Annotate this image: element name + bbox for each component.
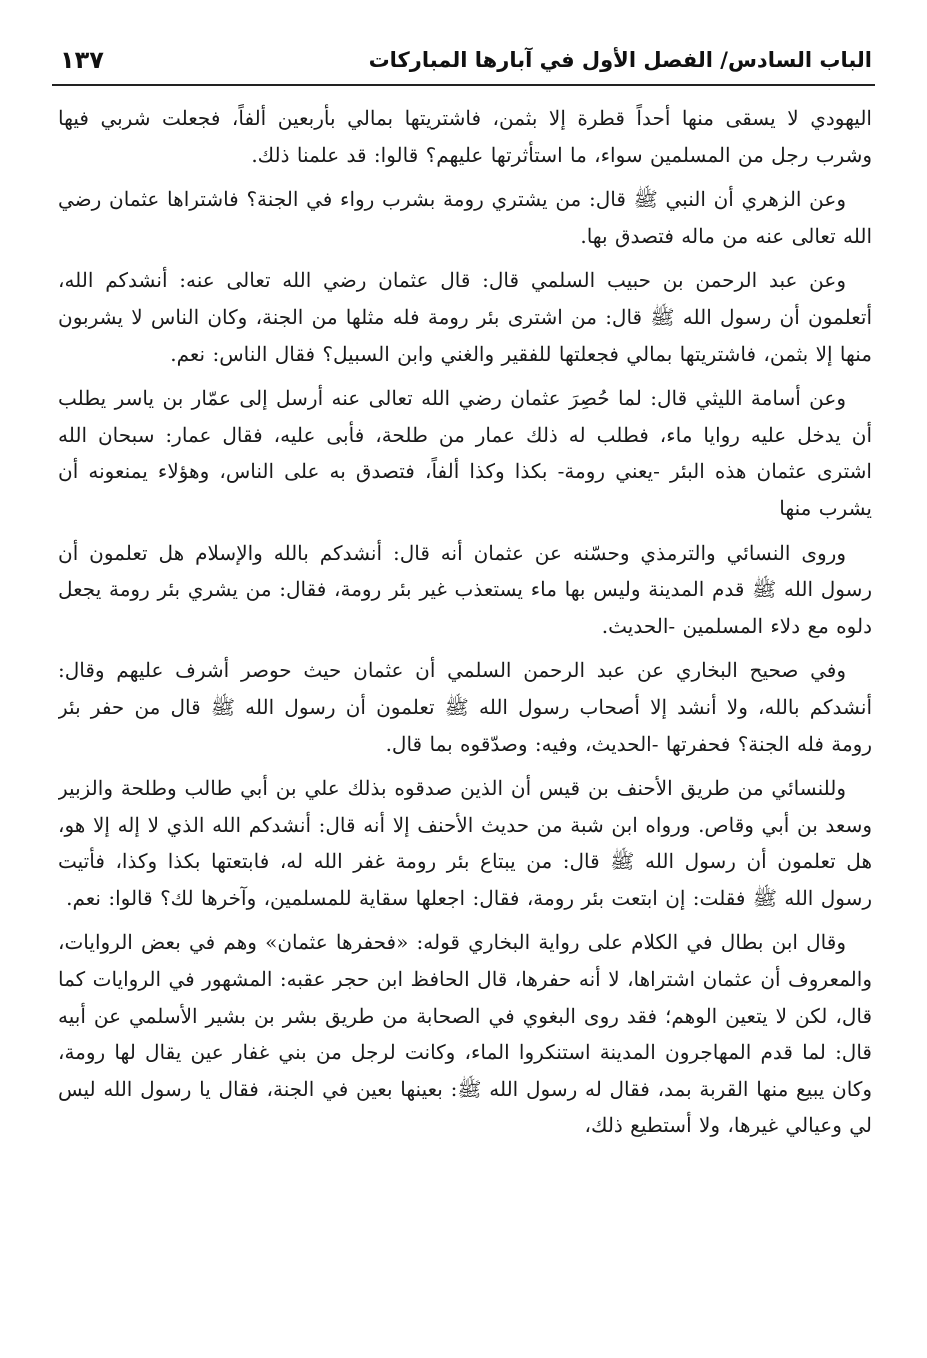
paragraph-6: وفي صحيح البخاري عن عبد الرحمن السلمي أن عثمان حيث حوصر أشرف عليهم وقال: أنشدكم بالله، ولا أنشد إلا أصحاب رسول الله ﷺ تعلمون أن رسول الله ﷺ قال من حفر بئر رومة فله الجنة؟ فحفرتها -الحديث، وفيه: وصدّقوه بما قال. xyxy=(58,658,872,756)
paragraph-1: اليهودي لا يسقى منها أحداً قطرة إلا بثمن، فاشتريتها بمالي بأربعين ألفاً، فجعلت شربي فيها وشرب رجل من المسلمين سواء، ما استأثرتها عليهم؟ قالوا: قد علمنا ذلك. xyxy=(58,106,872,167)
paragraph-3: وعن عبد الرحمن بن حبيب السلمي قال: قال عثمان رضي الله تعالى عنه: أنشدكم الله، أتعلمون أن رسول الله ﷺ قال: من اشترى بئر رومة فله مثلها من الجنة، وكان الناس لا يشربون منها إلا بثمن، فاشتريتها بمالي فجعلتها للفقير والغني وابن السبيل؟ فقال الناس: نعم. xyxy=(58,268,872,366)
paragraph-8: وقال ابن بطال في الكلام على رواية البخاري قوله: «فحفرها عثمان» وهم في بعض الروايات، والمعروف أن عثمان اشتراها، لا أنه حفرها، قال الحافظ ابن حجر عقبه: المشهور في الروايات كما قال، لكن لا يتعين الوهم؛ فقد روى البغوي في الصحابة من طريق بشر بن بشير الأسلمي عن أبيه قال: لما قدم المهاجرون المدينة استنكروا الماء، وكانت لرجل من بني غفار عين يقال لها رومة، وكان يبيع منها القربة بمد، فقال له رسول الله ﷺ: بعينها بعين في الجنة، فقال يا رسول الله ليس لي وعيالي غيرها، ولا أستطيع ذلك، xyxy=(58,930,872,1138)
running-title: الباب السادس/ الفصل الأول في آبارها المباركات xyxy=(368,48,872,72)
body-text xyxy=(58,100,872,1338)
running-header xyxy=(60,38,872,82)
paragraph-7: وللنسائي من طريق الأحنف بن قيس أن الذين صدقوه بذلك علي بن أبي طالب وطلحة والزبير وسعد بن أبي وقاص. ورواه ابن شبة من حديث الأحنف إلا أنه قال: أنشدكم الله الذي لا إله إلا هو، هل تعلمون أن رسول الله ﷺ قال: من يبتاع بئر رومة غفر الله له، فابتعتها بكذا وكذا، فأتيت رسول الله ﷺ فقلت: إن ابتعت بئر رومة، فقال: اجعلها سقاية للمسلمين، وآخرها لك؟ قالوا: نعم. xyxy=(58,776,872,910)
page-number: ١٣٧ xyxy=(60,46,104,74)
paragraph-4: وعن أسامة الليثي قال: لما حُصِرَ عثمان رضي الله تعالى عنه أرسل إلى عمّار بن ياسر يطلب أن يدخل عليه روايا ماء، فطلب له ذلك عمار من طلحة، فأبى عليه، فقال عمار: سبحان الله اشترى عثمان هذه البئر -يعني رومة- بكذا وكذا ألفاً، فتصدق به على الناس، وهؤلاء يمنعونه أن يشرب منها xyxy=(58,386,872,520)
header-rule xyxy=(52,84,875,86)
paragraph-5: وروى النسائي والترمذي وحسّنه عن عثمان أنه قال: أنشدكم بالله والإسلام هل تعلمون أن رسول الله ﷺ قدم المدينة وليس بها ماء يستعذب غير بئر رومة، فقال: من يشري بئر رومة يجعل دلوه مع دلاء المسلمين -الحديث. xyxy=(58,540,872,638)
paragraph-2: وعن الزهري أن النبي ﷺ قال: من يشتري رومة بشرب رواء في الجنة؟ فاشتراها عثمان رضي الله تعالى عنه من ماله فتصدق بها. xyxy=(58,187,872,248)
